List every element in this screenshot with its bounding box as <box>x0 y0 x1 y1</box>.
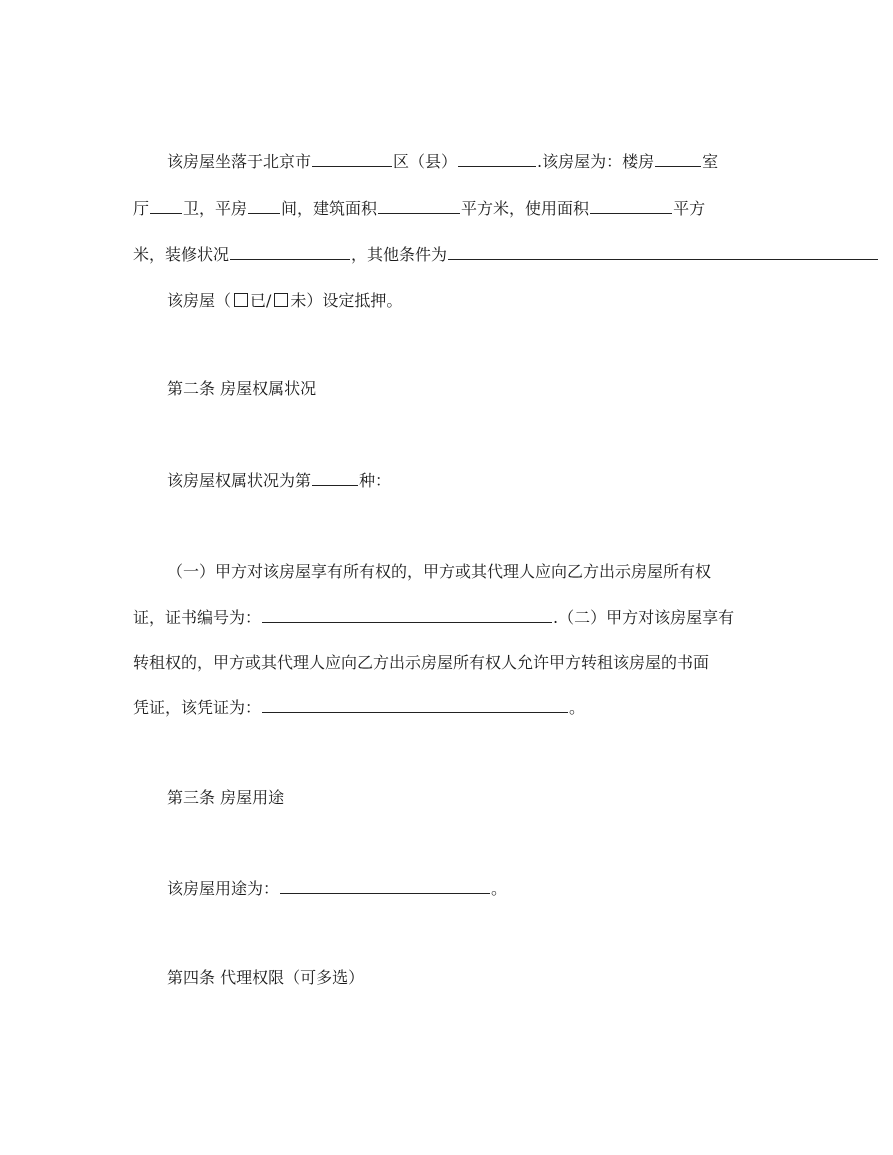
text: 间，建筑面积 <box>281 199 378 218</box>
article-4-heading: 第四条 代理权限（可多选） <box>167 968 365 987</box>
location-line-3 <box>133 244 893 266</box>
blank-ownership-type[interactable] <box>312 470 358 486</box>
text: 凭证，该凭证为： <box>133 698 262 717</box>
text: 种： <box>359 471 392 490</box>
blank-bungalow-rooms[interactable] <box>248 198 280 214</box>
blank-other-conditions[interactable] <box>448 244 878 260</box>
text: .该房屋为：楼房 <box>537 152 655 171</box>
article-2-heading: 第二条 房屋权属状况 <box>167 379 317 398</box>
text: 。 <box>569 698 586 717</box>
checkbox-mortgaged[interactable] <box>234 293 248 307</box>
text: .（二）甲方对该房屋享有 <box>553 608 735 627</box>
ownership-para-line-4 <box>133 697 893 719</box>
ownership-type-line <box>167 470 893 492</box>
location-line-2 <box>133 198 893 220</box>
checkbox-not-mortgaged[interactable] <box>274 293 288 307</box>
text: 已/ <box>250 291 272 310</box>
text: 未）设定抵押。 <box>290 291 403 310</box>
text: 证，证书编号为： <box>133 608 262 627</box>
text: 该房屋权属状况为第 <box>167 471 312 490</box>
blank-voucher[interactable] <box>262 697 568 713</box>
text: 厅 <box>133 199 150 218</box>
blank-certificate-number[interactable] <box>262 607 552 623</box>
text: 平方 <box>673 199 706 218</box>
text: 区（县） <box>393 152 458 171</box>
blank-usage[interactable] <box>280 878 490 894</box>
blank-city[interactable] <box>312 151 392 167</box>
blank-district[interactable] <box>458 151 536 167</box>
text: 该房屋坐落于北京市 <box>167 152 312 171</box>
ownership-para-line-2 <box>133 607 893 629</box>
blank-decoration[interactable] <box>230 244 350 260</box>
ownership-para-line-3 <box>133 652 893 674</box>
text: 转租权的，甲方或其代理人应向乙方出示房屋所有权人允许甲方转租该房屋的书面 <box>133 653 710 672</box>
text: ，其他条件为 <box>351 245 448 264</box>
usage-line <box>167 878 893 900</box>
text: 该房屋（ <box>167 291 232 310</box>
mortgage-line <box>167 290 893 312</box>
text: 该房屋用途为： <box>167 879 280 898</box>
text: 平方米，使用面积 <box>461 199 590 218</box>
blank-rooms[interactable] <box>655 151 701 167</box>
blank-halls[interactable] <box>150 198 182 214</box>
location-line-1 <box>167 151 893 173</box>
text: （一）甲方对该房屋享有所有权的，甲方或其代理人应向乙方出示房屋所有权 <box>167 562 712 581</box>
article-3-heading: 第三条 房屋用途 <box>167 788 285 807</box>
text: 。 <box>491 879 508 898</box>
text: 室 <box>702 152 719 171</box>
ownership-para-line-1 <box>167 561 893 583</box>
text: 卫，平房 <box>183 199 248 218</box>
text: 米，装修状况 <box>133 245 230 264</box>
blank-usable-area[interactable] <box>590 198 672 214</box>
blank-building-area[interactable] <box>378 198 460 214</box>
